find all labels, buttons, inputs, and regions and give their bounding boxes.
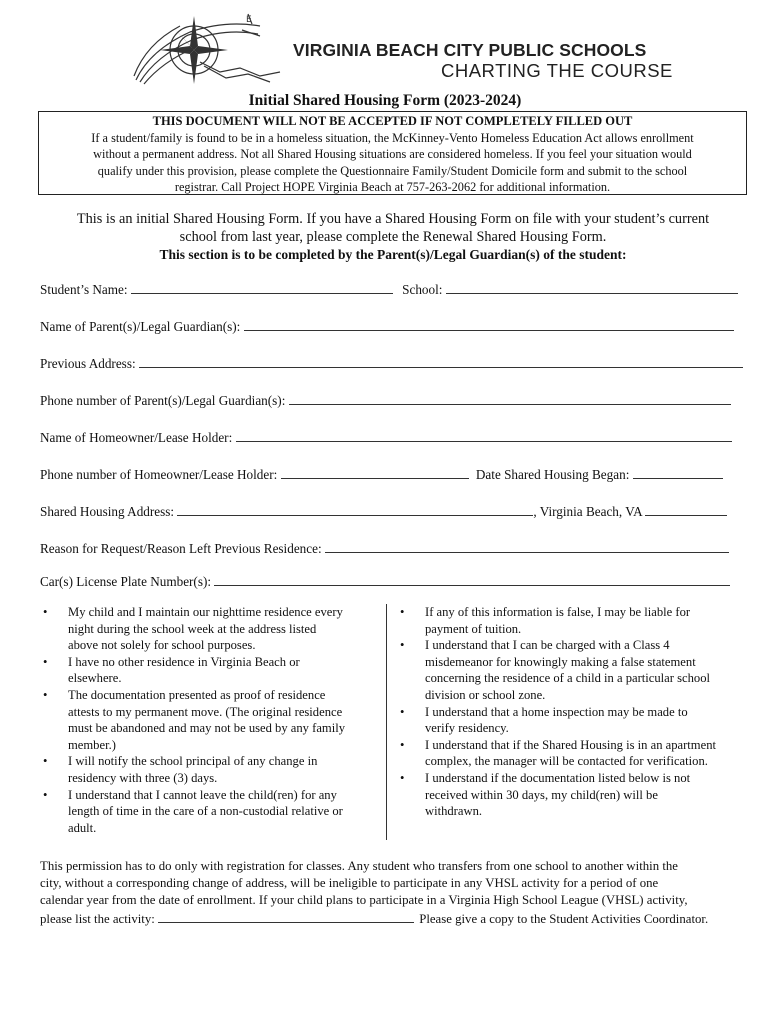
tagline: CHARTING THE COURSE [441, 60, 673, 81]
student-name-label: Student’s Name: [40, 282, 128, 297]
reason-label: Reason for Request/Reason Left Previous Residence: [40, 541, 322, 556]
bullet-icon: • [400, 704, 405, 719]
bullet-line: I have no other residence in Virginia Beach or [68, 654, 300, 669]
date-began-label: Date Shared Housing Began: [475, 467, 630, 482]
bullet-line: night during the school week at the address listed [68, 621, 317, 636]
org-name: VIRGINIA BEACH CITY PUBLIC SCHOOLS [293, 40, 647, 60]
bullet-icon: • [43, 787, 48, 802]
bullet-icon: • [400, 737, 405, 752]
homeowner-name-row [40, 429, 750, 446]
guardian-name-label: Name of Parent(s)/Legal Guardian(s): [40, 319, 241, 334]
bullet-line: concerning the residence of a child in a particular school [425, 671, 710, 686]
footer-line: This permission has to do only with registration for classes. Any student who transfers from one school to another within the [40, 859, 678, 873]
bullet-item [40, 787, 380, 837]
bullet-line: withdrawn. [425, 804, 483, 819]
bullet-line: I understand that if the Shared Housing is in an apartment [425, 737, 716, 752]
footer-paragraph [40, 858, 746, 928]
license-plate-label: Car(s) License Plate Number(s): [40, 574, 212, 589]
notice-line: without a permanent address. Not all Shared Housing situations are considered homeless. If you feel your situation would [93, 147, 692, 161]
bullet-line: complex, the manager will be contacted for verification. [425, 754, 708, 769]
homeowner-name-label: Name of Homeowner/Lease Holder: [40, 430, 233, 445]
zip-field[interactable] [645, 503, 727, 516]
license-plate-row [40, 573, 750, 590]
bullet-line: member.) [68, 737, 116, 752]
city-state-label: , Virginia Beach, VA [533, 504, 642, 519]
homeowner-phone-row [40, 466, 750, 483]
guardian-phone-field[interactable] [289, 392, 731, 405]
bullet-line: My child and I maintain our nighttime residence every [68, 605, 343, 619]
bullet-line: above not solely for school purposes. [68, 638, 256, 653]
activity-note: Please give a copy to the Student Activities Coordinator. [419, 912, 709, 927]
bullet-line: If any of this information is false, I may be liable for [425, 605, 691, 619]
school-label: School: [402, 282, 443, 297]
date-began-field[interactable] [633, 466, 723, 479]
section-heading: This section is to be completed by the Parent(s)/Legal Guardian(s) of the student: [159, 247, 627, 262]
bullet-icon: • [400, 605, 405, 619]
notice-heading: THIS DOCUMENT WILL NOT BE ACCEPTED IF NOT COMPLETELY FILLED OUT [152, 114, 633, 128]
footer-line: city, without a corresponding change of address, will be ineligible to participate in any VHSL activity for a period of one [40, 875, 659, 890]
notice-line: registrar. Call Project HOPE Virginia Beach at 757-263-2062 for additional information. [174, 180, 611, 194]
bullet-line: received within 30 days, my child(ren) will be [425, 787, 658, 802]
bullet-line: elsewhere. [68, 671, 122, 686]
right-bullet-list [397, 604, 750, 820]
homeowner-phone-label: Phone number of Homeowner/Lease Holder: [40, 467, 278, 482]
guardian-name-field[interactable] [244, 318, 734, 331]
previous-address-row [40, 355, 750, 372]
bullet-item [40, 687, 380, 753]
activity-label: please list the activity: [40, 912, 155, 927]
student-name-row [40, 281, 750, 298]
header [130, 10, 673, 88]
license-plate-field[interactable] [214, 573, 730, 586]
bullet-line: payment of tuition. [425, 621, 522, 636]
bullet-line: I will notify the school principal of any change in [68, 754, 318, 769]
intro-line: This is an initial Shared Housing Form. If you have a Shared Housing Form on file with your student’s current [76, 211, 710, 227]
bullet-icon: • [400, 638, 405, 653]
compass-logo [130, 10, 290, 88]
shared-address-row [40, 503, 750, 520]
bullet-icon: • [43, 754, 48, 769]
bullet-icon: • [43, 605, 48, 619]
activity-field[interactable] [158, 908, 414, 923]
footer-line: calendar year from the date of enrollment. If your child plans to participate in a Virginia High School League (VHSL) activity, [40, 892, 688, 907]
bullet-line: I understand if the documentation listed below is not [425, 770, 691, 785]
intro-line: school from last year, please complete the Renewal Shared Housing Form. [179, 228, 607, 245]
guardian-name-row [40, 318, 750, 335]
svg-text:E: E [246, 15, 252, 25]
guardian-phone-label: Phone number of Parent(s)/Legal Guardian(s): [40, 393, 286, 408]
bullet-item [40, 604, 380, 654]
left-bullet-list [40, 604, 380, 836]
page-title: Initial Shared Housing Form (2023-2024) [248, 92, 522, 109]
bullet-item [397, 704, 750, 737]
intro-text [40, 211, 746, 246]
bullet-line: verify residency. [425, 721, 509, 736]
column-divider [386, 604, 387, 840]
shared-address-label: Shared Housing Address: [40, 504, 175, 519]
school-field[interactable] [446, 281, 738, 294]
bullet-item [40, 654, 380, 687]
reason-field[interactable] [325, 540, 729, 553]
homeowner-name-field[interactable] [236, 429, 732, 442]
bullet-line: misdemeanor for knowingly making a false statement [425, 654, 696, 669]
bullet-line: length of time in the care of a non-custodial relative or [68, 804, 343, 819]
bullet-line: attests to my permanent move. (The original residence [68, 704, 343, 719]
bullet-line: must be abandoned and may not be used by any family [68, 721, 345, 736]
bullet-line: residency with three (3) days. [68, 770, 218, 785]
bullet-line: I understand that a home inspection may be made to [425, 704, 688, 719]
bullet-item [397, 604, 750, 637]
bullet-item [397, 770, 750, 820]
bullet-icon: • [43, 654, 48, 669]
bullet-item [397, 637, 750, 703]
guardian-phone-row [40, 392, 750, 409]
homeowner-phone-field[interactable] [281, 466, 469, 479]
notice-box [38, 111, 747, 195]
bullet-icon: • [400, 770, 405, 785]
bullet-line: I understand that I cannot leave the child(ren) for any [68, 787, 337, 802]
student-name-field[interactable] [131, 281, 393, 294]
bullet-line: division or school zone. [425, 687, 546, 702]
notice-line: qualify under this provision, please complete the Questionnaire Family/Student Domicile form and submit to the school [97, 163, 688, 178]
shared-address-field[interactable] [177, 503, 533, 516]
previous-address-label: Previous Address: [40, 356, 136, 371]
bullet-icon: • [43, 687, 48, 702]
previous-address-field[interactable] [139, 355, 743, 368]
bullet-line: adult. [68, 820, 97, 835]
bullet-line: The documentation presented as proof of residence [68, 687, 326, 702]
bullet-item [397, 737, 750, 770]
notice-line: If a student/family is found to be in a homeless situation, the McKinney-Vento Homeless Education Act allows enrollment [91, 130, 694, 145]
reason-row [40, 540, 750, 557]
bullet-line: I understand that I can be charged with a Class 4 [425, 638, 670, 653]
bullet-item [40, 753, 380, 786]
acknowledgements [40, 604, 750, 840]
